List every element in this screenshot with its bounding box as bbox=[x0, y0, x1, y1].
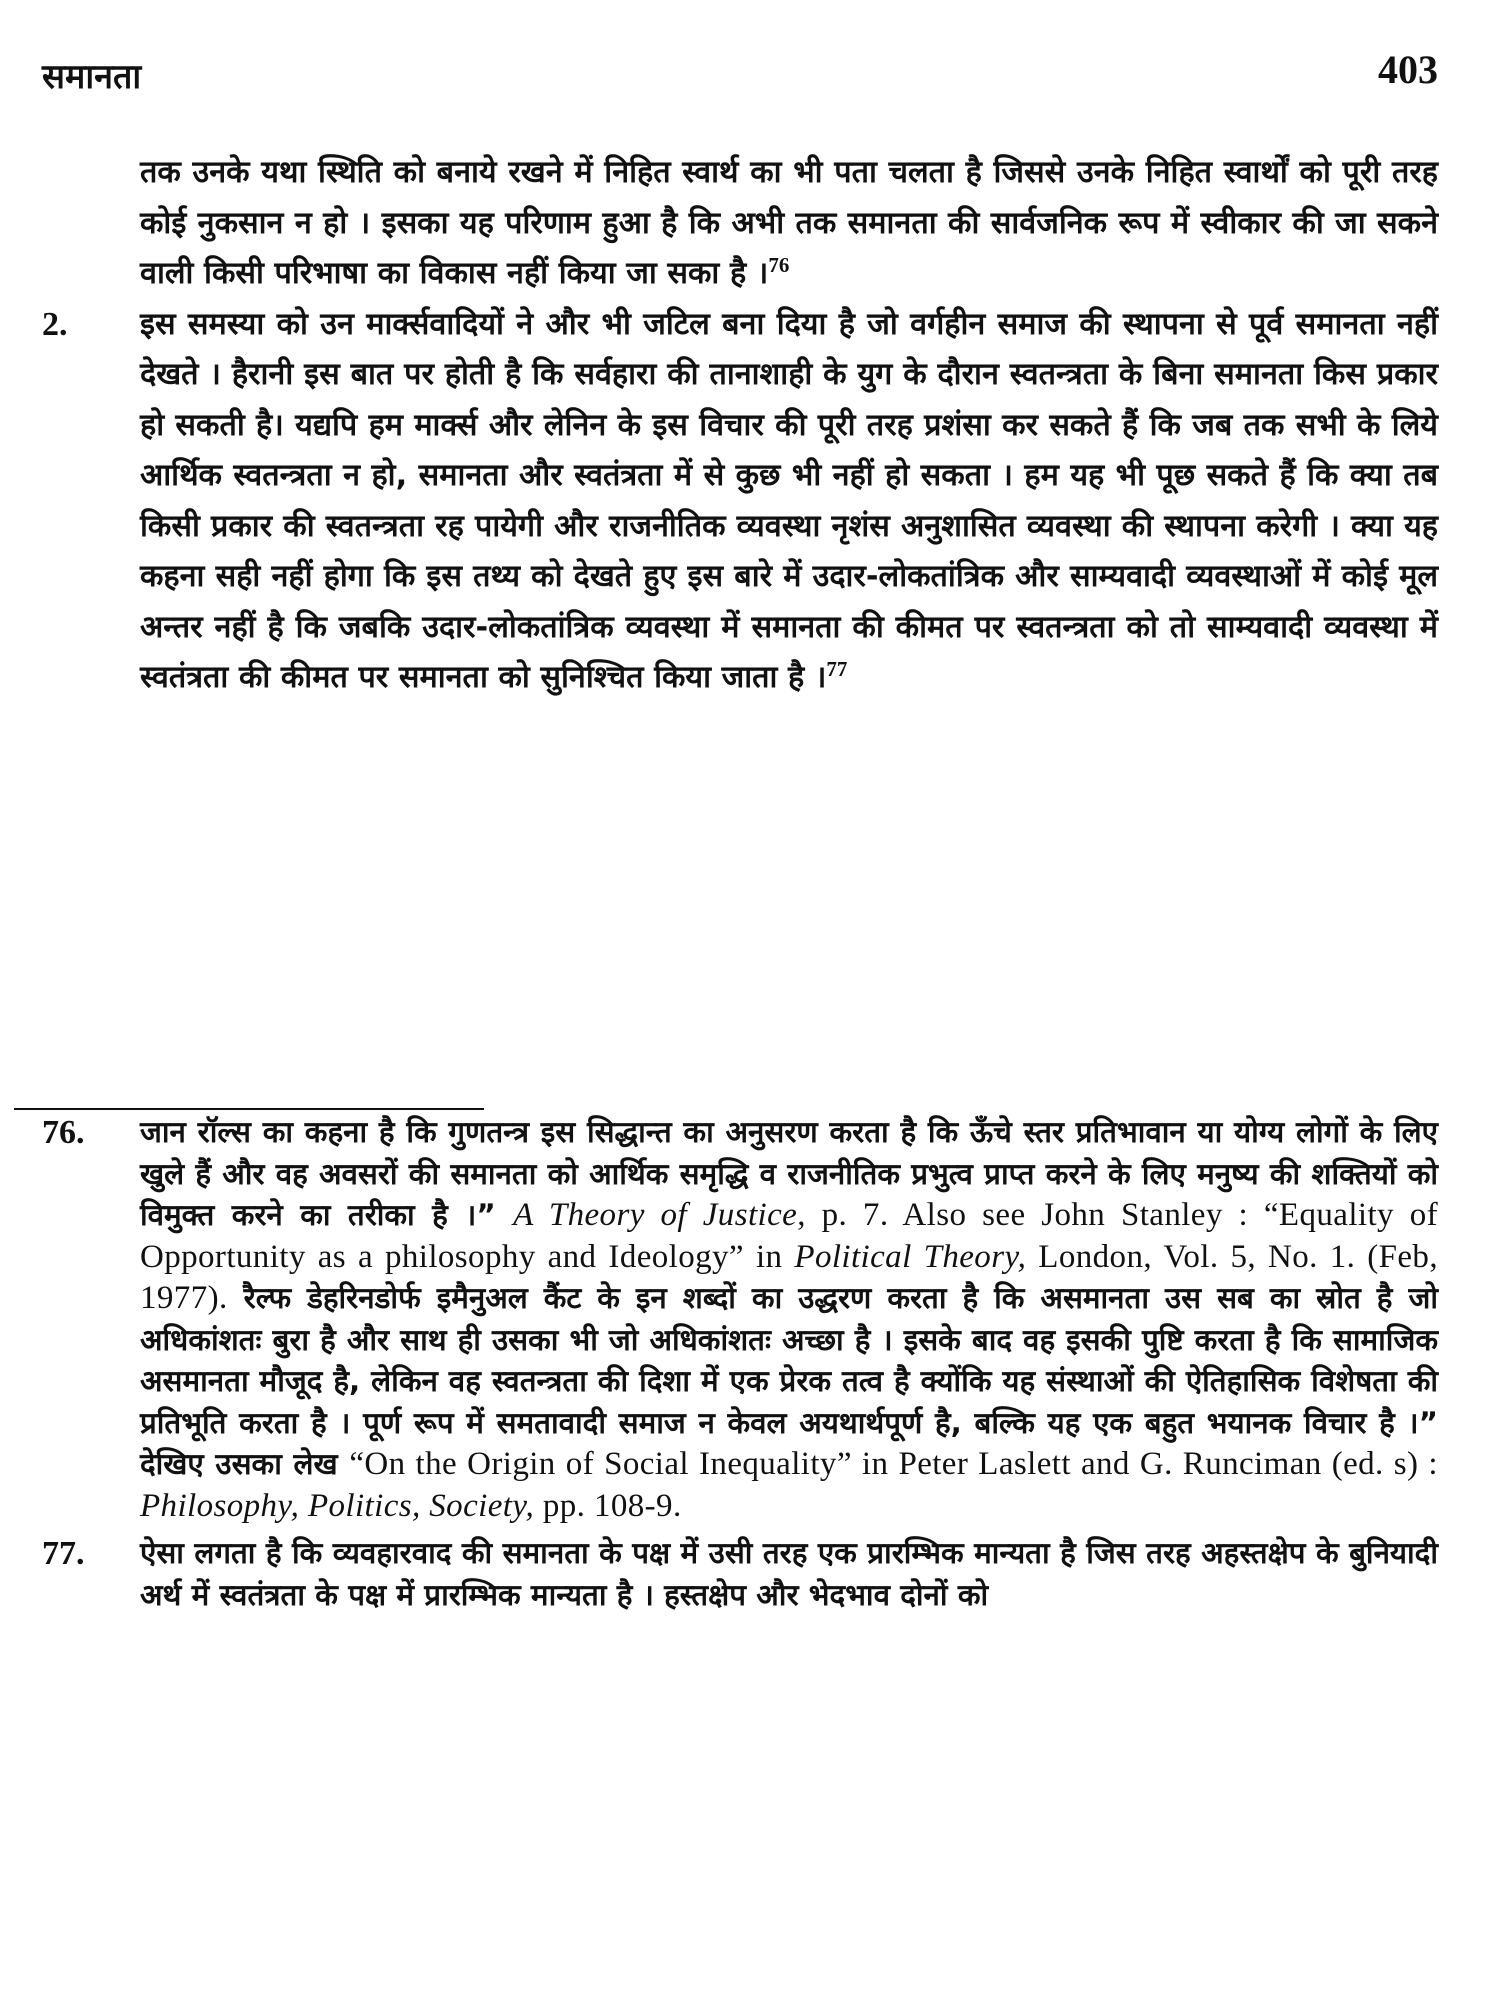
footnote-number: 77. bbox=[42, 1535, 85, 1572]
running-head: समानता bbox=[42, 57, 142, 97]
footnote-hindi-part-1: जान रॉल्स का कहना है कि गुणतन्त्र इस सिद्धान्त का अनुसरण करता है कि ऊँचे स्तर प्रतिभावान या योग्य लोगों के लिए खुले हैं और वह अवसरों की समानता को आर्थिक समृद्धि व राजनीतिक प्रभुत्व प्राप्त करने के लिए मनुष्य की शक्तियों को विमुक्त करने का तरीका है ।” bbox=[140, 1115, 1438, 1232]
citation-text: , p. 7. Also see John Stanley : “Equality of Opportunity as a philosophy and Ideology” in bbox=[140, 1197, 1438, 1275]
footnote-divider bbox=[14, 1108, 484, 1110]
continued-paragraph bbox=[140, 148, 1438, 300]
book-title-2: Philosophy, Politics, Society, bbox=[140, 1487, 535, 1524]
paragraph-body: इस समस्या को उन मार्क्सवादियों ने और भी जटिल बना दिया है जो वर्गहीन समाज की स्थापना से पूर्व समानता नहीं देखते । हैरानी इस बात पर होती है कि सर्वहारा की तानाशाही के युग के दौरान स्वतन्त्रता के बिना समानता किस प्रकार हो सकती है। यद्यपि हम मार्क्स और लेनिन के इस विचार की पूरी तरह प्रशंसा कर सकते हैं कि जब तक सभी के लिये आर्थिक स्वतन्त्रता न हो, समानता और स्वतंत्रता में से कुछ भी नहीं हो सकता । हम यह भी पूछ सकते हैं कि क्या तब किसी प्रकार की स्वतन्त्रता रह पायेगी और राजनीतिक व्यवस्था नृशंस अनुशासित व्यवस्था की स्थापना करेगी । क्या यह कहना सही नहीं होगा कि इस तथ्य को देखते हुए इस बारे में उदार-लोकतांत्रिक और साम्यवादी व्यवस्थाओं में कोई मूल अन्तर नहीं है कि जबकि उदार-लोकतांत्रिक व्यवस्था में समानता की कीमत पर स्वतन्त्रता को तो साम्यवादी व्यवस्था में स्वतंत्रता की कीमत पर समानता को सुनिश्चित किया जाता है । bbox=[140, 306, 1438, 695]
footnote-76 bbox=[42, 1112, 1438, 1527]
footnotes bbox=[42, 1112, 1438, 1622]
footnote-77 bbox=[42, 1533, 1438, 1616]
paragraph-number: 2. bbox=[42, 305, 68, 343]
main-text bbox=[42, 148, 1438, 704]
page-number: 403 bbox=[1378, 47, 1438, 92]
footnote-ref-77: 77 bbox=[826, 656, 848, 681]
paragraph-text: तक उनके यथा स्थिति को बनाये रखने में निहित स्वार्थ का भी पता चलता है जिससे उनके निहित स्वार्थों को पूरी तरह कोई नुकसान न हो । इसका यह परिणाम हुआ है कि अभी तक समानता की सार्वजनिक रूप में स्वीकार की जा सकने वाली किसी परिभाषा का विकास नहीं किया जा सका है । bbox=[140, 155, 1438, 291]
page-range: pp. 108-9. bbox=[542, 1487, 682, 1524]
article-citation: “On the Origin of Social Inequality” in Peter Laslett and G. Runciman (ed. s) : bbox=[349, 1446, 1438, 1482]
footnote-number: 76. bbox=[42, 1114, 85, 1151]
footnote-text bbox=[140, 1112, 1438, 1527]
footnote-text: ऐसा लगता है कि व्यवहारवाद की समानता के पक्ष में उसी तरह एक प्रारम्भिक मान्यता है जिस तरह अहस्तक्षेप के बुनियादी अर्थ में स्वतंत्रता के पक्ष में प्रारम्भिक मान्यता है । हस्तक्षेप और भेदभाव दोनों को bbox=[140, 1536, 1438, 1612]
paragraph-text bbox=[140, 300, 1438, 704]
footnote-ref-76: 76 bbox=[768, 252, 790, 277]
footnote-hindi-part-2: रैल्फ डेहरिनडोर्फ इमैनुअल कैंट के इन शब्दों का उद्धरण करता है कि असमानता उस सब का स्रोत है जो अधिकांशतः बुरा है और साथ ही उसका भी जो अधिकांशतः अच्छा है । इसके बाद वह इसकी पुष्टि करता है कि सामाजिक असमानता मौजूद है, लेकिन वह स्वतन्त्रता की दिशा में एक प्रेरक तत्व है क्योंकि यह संस्थाओं की ऐतिहासिक विशेषता की प्रतिभूति करता है । पूर्ण रूप में समतावादी समाज न केवल अयथार्थपूर्ण है, बल्कि यह एक बहुत भयानक विचार है ।” देखिए उसका लेख bbox=[140, 1281, 1438, 1481]
book-title: A Theory of Justice bbox=[513, 1197, 798, 1233]
journal-title: Political Theory, bbox=[794, 1238, 1027, 1275]
page-header bbox=[42, 47, 1438, 112]
citation-details: London, Vol. 5, No. 1. (Feb, 1977). bbox=[140, 1238, 1438, 1316]
numbered-paragraph-2 bbox=[42, 300, 1438, 704]
